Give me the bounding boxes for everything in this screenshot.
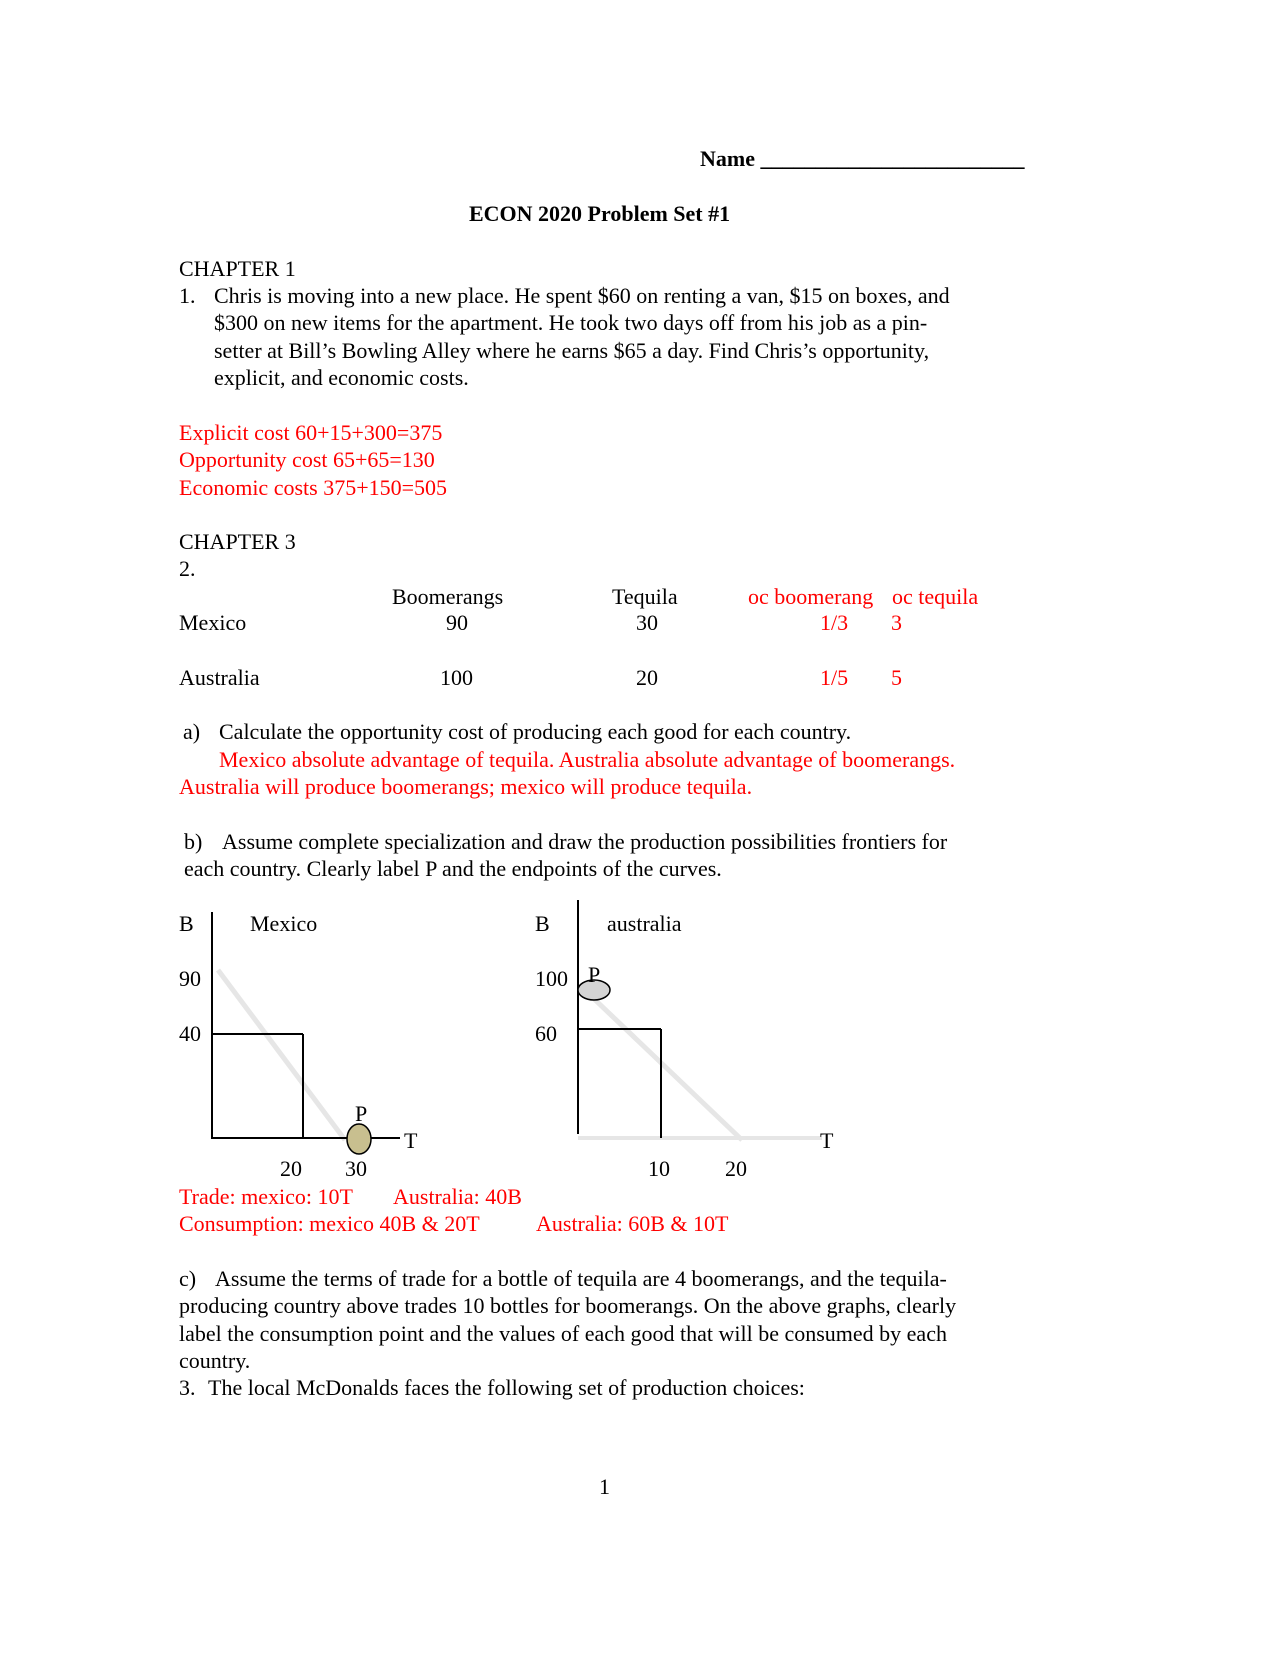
consumption-australia-answer: Australia: 60B & 10T bbox=[536, 1211, 729, 1236]
part-c-line-2: producing country above trades 10 bottles for boomerangs. On the above graphs, clearly bbox=[179, 1293, 957, 1318]
part-b-label: b) bbox=[184, 829, 203, 854]
australia-ppf-curve bbox=[590, 995, 742, 1140]
page-number: 1 bbox=[599, 1474, 610, 1499]
answer-economic-costs: Economic costs 375+150=505 bbox=[179, 475, 448, 500]
mexico-p-label: P bbox=[355, 1101, 368, 1126]
table-cell-oc-tequila: 3 bbox=[891, 610, 902, 635]
table-cell-oc-tequila: 5 bbox=[891, 665, 902, 690]
q1-line-3: setter at Bill’s Bowling Alley where he earns $65 a day. Find Chris’s opportunity, bbox=[214, 338, 930, 363]
australia-y-tick: 60 bbox=[535, 1021, 557, 1046]
consumption-mexico-answer: Consumption: mexico 40B & 20T bbox=[179, 1211, 480, 1236]
table-cell-tequila: 30 bbox=[636, 610, 658, 635]
part-b-line-2: each country. Clearly label P and the endpoints of the curves. bbox=[184, 856, 722, 881]
q1-line-2: $300 on new items for the apartment. He took two days off from his job as a pin- bbox=[214, 310, 928, 335]
part-c-line-3: label the consumption point and the values of each good that will be consumed by each bbox=[179, 1321, 947, 1346]
table-cell-boomerangs: 90 bbox=[446, 610, 468, 635]
part-c-label: c) bbox=[179, 1266, 197, 1291]
trade-australia-answer: Australia: 40B bbox=[393, 1184, 522, 1209]
part-b-line-1: Assume complete specialization and draw the production possibilities frontiers for bbox=[222, 829, 948, 854]
chapter-1-heading: CHAPTER 1 bbox=[179, 256, 296, 281]
part-c-line-4: country. bbox=[179, 1348, 251, 1373]
table-cell-boomerangs: 100 bbox=[440, 665, 473, 690]
mexico-y-tick: 40 bbox=[179, 1021, 201, 1046]
australia-x-tick: 10 bbox=[648, 1156, 670, 1181]
q2-number: 2. bbox=[179, 556, 196, 581]
part-a-text: Calculate the opportunity cost of producing each good for each country. bbox=[219, 719, 852, 744]
mexico-graph-title: Mexico bbox=[250, 911, 318, 936]
answer-explicit-cost: Explicit cost 60+15+300=375 bbox=[179, 420, 443, 445]
part-a-answer-line-2: Australia will produce boomerangs; mexico will produce tequila. bbox=[179, 774, 753, 799]
table-header-tequila: Tequila bbox=[612, 584, 678, 609]
table-row-country: Mexico bbox=[179, 610, 247, 635]
part-a-label: a) bbox=[183, 719, 201, 744]
chapter-3-heading: CHAPTER 3 bbox=[179, 529, 296, 554]
australia-y-tick: 100 bbox=[535, 966, 568, 991]
table-cell-tequila: 20 bbox=[636, 665, 658, 690]
australia-x-axis-label: T bbox=[820, 1128, 834, 1153]
q3-number: 3. bbox=[179, 1375, 196, 1400]
trade-mexico-answer: Trade: mexico: 10T bbox=[179, 1184, 353, 1209]
part-a-answer-line-1: Mexico absolute advantage of tequila. Australia absolute advantage of boomerangs. bbox=[219, 747, 956, 772]
mexico-x-tick: 20 bbox=[280, 1156, 302, 1181]
mexico-x-axis-label: T bbox=[404, 1128, 418, 1153]
table-cell-oc-boomerang: 1/3 bbox=[820, 610, 849, 635]
australia-graph-title: australia bbox=[607, 911, 682, 936]
q1-line-1: Chris is moving into a new place. He spent $60 on renting a van, $15 on boxes, and bbox=[214, 283, 950, 308]
q1-line-4: explicit, and economic costs. bbox=[214, 365, 469, 390]
mexico-y-axis-label: B bbox=[179, 911, 194, 936]
name-field-label: Name ________________________ bbox=[700, 146, 1025, 171]
australia-y-axis-label: B bbox=[535, 911, 550, 936]
table-cell-oc-boomerang: 1/5 bbox=[820, 665, 849, 690]
part-c-line-1: Assume the terms of trade for a bottle of tequila are 4 boomerangs, and the tequila- bbox=[215, 1266, 947, 1291]
mexico-y-tick: 90 bbox=[179, 966, 201, 991]
table-header-boomerangs: Boomerangs bbox=[392, 584, 504, 609]
table-row-country: Australia bbox=[179, 665, 260, 690]
australia-p-label: P bbox=[588, 962, 601, 987]
q3-text: The local McDonalds faces the following set of production choices: bbox=[208, 1375, 805, 1400]
page-title: ECON 2020 Problem Set #1 bbox=[469, 201, 731, 226]
table-header-oc-tequila: oc tequila bbox=[892, 584, 979, 609]
q1-number: 1. bbox=[179, 283, 196, 308]
answer-opportunity-cost: Opportunity cost 65+65=130 bbox=[179, 447, 435, 472]
table-header-oc-boomerang: oc boomerang bbox=[748, 584, 874, 609]
australia-x-tick: 20 bbox=[725, 1156, 747, 1181]
mexico-x-tick: 30 bbox=[345, 1156, 367, 1181]
